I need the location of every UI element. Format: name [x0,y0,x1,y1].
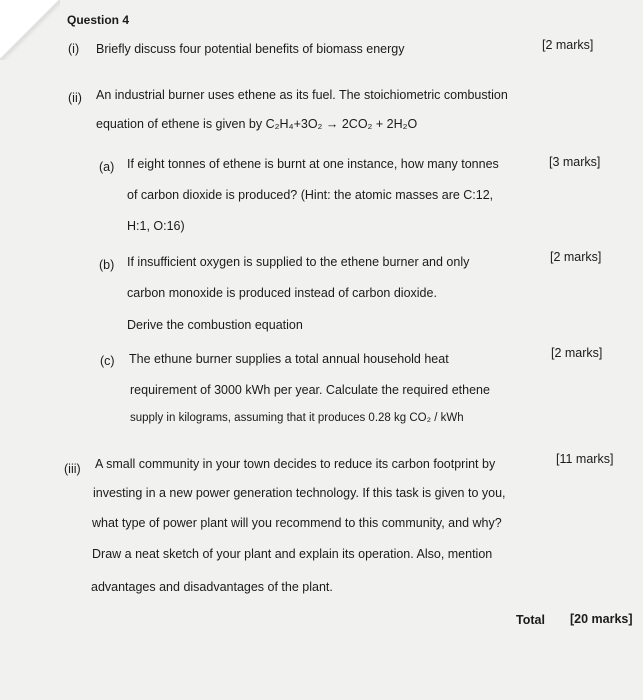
q-c-line2: requirement of 3000 kWh per year. Calculate the required ethene [130,383,490,397]
q-a-marks: [3 marks] [549,155,601,169]
q-iii-line1: A small community in your town decides to reduce its carbon footprint by [95,457,496,471]
q-iii-line5: advantages and disadvantages of the plant. [91,580,333,594]
q-c-line3: supply in kilograms, assuming that it produces 0.28 kg CO₂ / kWh [130,412,464,424]
q-iii-marks: [11 marks] [556,452,614,466]
q-ii-line2: equation of ethene is given by C₂H₄+3O₂ → 2CO₂ + 2H₂O [96,117,418,131]
q-a-line3: H:1, O:16) [127,219,185,233]
q-ii-label: (ii) [68,91,82,105]
q-b-line1: If insufficient oxygen is supplied to the ethene burner and only [127,255,470,269]
q-a-line2: of carbon dioxide is produced? (Hint: the atomic masses are C:12, [127,188,494,202]
q-i-marks: [2 marks] [542,38,594,52]
q-c-marks: [2 marks] [551,346,603,360]
q-i-text: Briefly discuss four potential benefits of biomass energy [96,42,405,56]
q-a-line1: If eight tonnes of ethene is burnt at one instance, how many tonnes [127,157,499,171]
q-a-label: (a) [99,160,115,174]
q-ii-line1: An industrial burner uses ethene as its fuel. The stoichiometric combustion [96,88,508,102]
q-c-line1: The ethune burner supplies a total annual household heat [129,352,449,366]
q-iii-label: (iii) [64,462,81,476]
q-b-line2: carbon monoxide is produced instead of carbon dioxide. [127,286,437,300]
q-i-label: (i) [68,42,80,56]
q-c-label: (c) [100,354,115,368]
q-b-label: (b) [99,258,115,272]
q-iii-line4: Draw a neat sketch of your plant and explain its operation. Also, mention [92,547,493,561]
page-fold-corner [0,0,60,60]
total-marks: [20 marks] [570,612,633,626]
q-b-marks: [2 marks] [550,250,602,264]
question-title: Question 4 [67,13,130,27]
q-b-line3: Derive the combustion equation [127,318,303,332]
q-iii-line2: investing in a new power generation technology. If this task is given to you, [93,486,506,500]
total-label: Total [516,613,545,627]
q-iii-line3: what type of power plant will you recommend to this community, and why? [92,516,502,530]
